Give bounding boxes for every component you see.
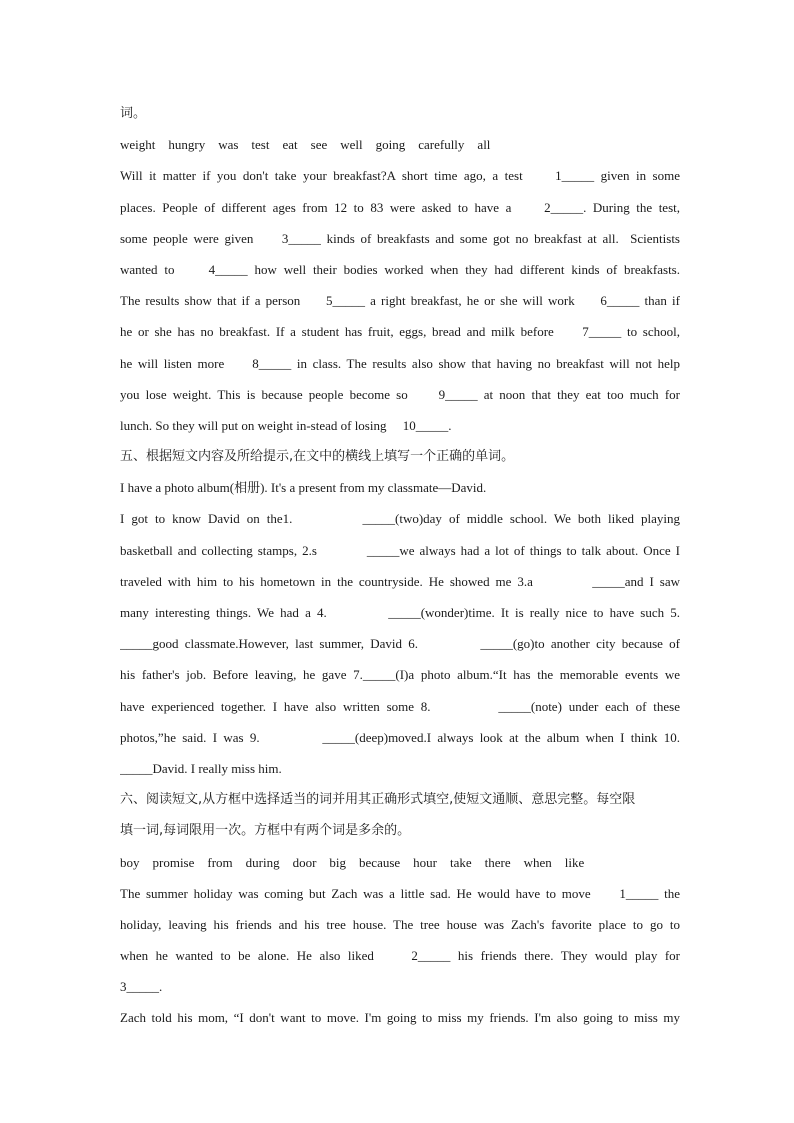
text-line: 3_____. [120, 979, 163, 995]
text-line: _____good classmate.However, last summer, David 6. _____(go)to another city because of [120, 636, 680, 652]
text-line: many interesting things. We had a 4. _____(wonder)time. It is really nice to have such 5. [120, 605, 680, 620]
text-line: 填一词,每词限用一次。方框中有两个词是多余的。 [120, 823, 411, 839]
text-line: wanted to 4_____ how well their bodies worked when they had different kinds of breakfasts. [120, 261, 680, 277]
text-line: weight hungry was test eat see well going carefully all [120, 137, 491, 153]
text-line: his father's job. Before leaving, he gave 7._____(I)a photo album.“It has the memorable events we [120, 667, 680, 683]
text-line: I have a photo album(相册). It's a present from my classmate—David. [120, 480, 487, 496]
text-line: basketball and collecting stamps, 2.s _____we always had a lot of things to talk about. Once I [120, 542, 680, 558]
text-line: Will it matter if you don't take your breakfast?A short time ago, a test 1_____ given in some [120, 168, 680, 184]
text-line: have experienced together. I have also written some 8. _____(note) under each of these [120, 698, 680, 714]
document-body [120, 98, 680, 1034]
text-line: places. People of different ages from 12 to 83 were asked to have a 2_____. During the test, [120, 199, 680, 215]
text-line: boy promise from during door big because hour take there when like [120, 854, 585, 870]
text-line: I got to know David on the1. _____(two)day of middle school. We both liked playing [120, 511, 680, 527]
text-line: lunch. So they will put on weight in-stead of losing 10_____. [120, 417, 452, 433]
text-line: The summer holiday was coming but Zach was a little sad. He would have to move 1_____ the [120, 885, 680, 901]
text-line: 六、阅读短文,从方框中选择适当的词并用其正确形式填空,使短文通顺、意思完整。每空限 [120, 792, 636, 808]
text-line: photos,”he said. I was 9. _____(deep)moved.I always look at the album when I think 10. [120, 729, 680, 745]
text-line: holiday, leaving his friends and his tree house. The tree house was Zach's favorite place to go to [120, 916, 680, 932]
text-line: The results show that if a person 5_____ a right breakfast, he or she will work 6_____ than if [120, 293, 680, 309]
text-line: he will listen more 8_____ in class. The results also show that having no breakfast will not help [120, 355, 680, 371]
text-line: _____David. I really miss him. [120, 760, 282, 776]
text-line: 五、根据短文内容及所给提示,在文中的横线上填写一个正确的单词。 [120, 449, 515, 465]
text-line: Zach told his mom, “I don't want to move. I'm going to miss my friends. I'm also going to miss my [120, 1010, 680, 1026]
text-line: some people were given 3_____ kinds of breakfasts and some got no breakfast at all. Scientists [120, 230, 680, 246]
text-line: traveled with him to his hometown in the countryside. He showed me 3.a _____and I saw [120, 573, 680, 589]
text-line: you lose weight. This is because people become so 9_____ at noon that they eat too much for [120, 386, 680, 402]
text-line: he or she has no breakfast. If a student has fruit, eggs, bread and milk before 7_____ to school, [120, 324, 680, 340]
text-line: when he wanted to be alone. He also liked 2_____ his friends there. They would play for [120, 948, 680, 964]
text-line: 词。 [120, 106, 147, 121]
